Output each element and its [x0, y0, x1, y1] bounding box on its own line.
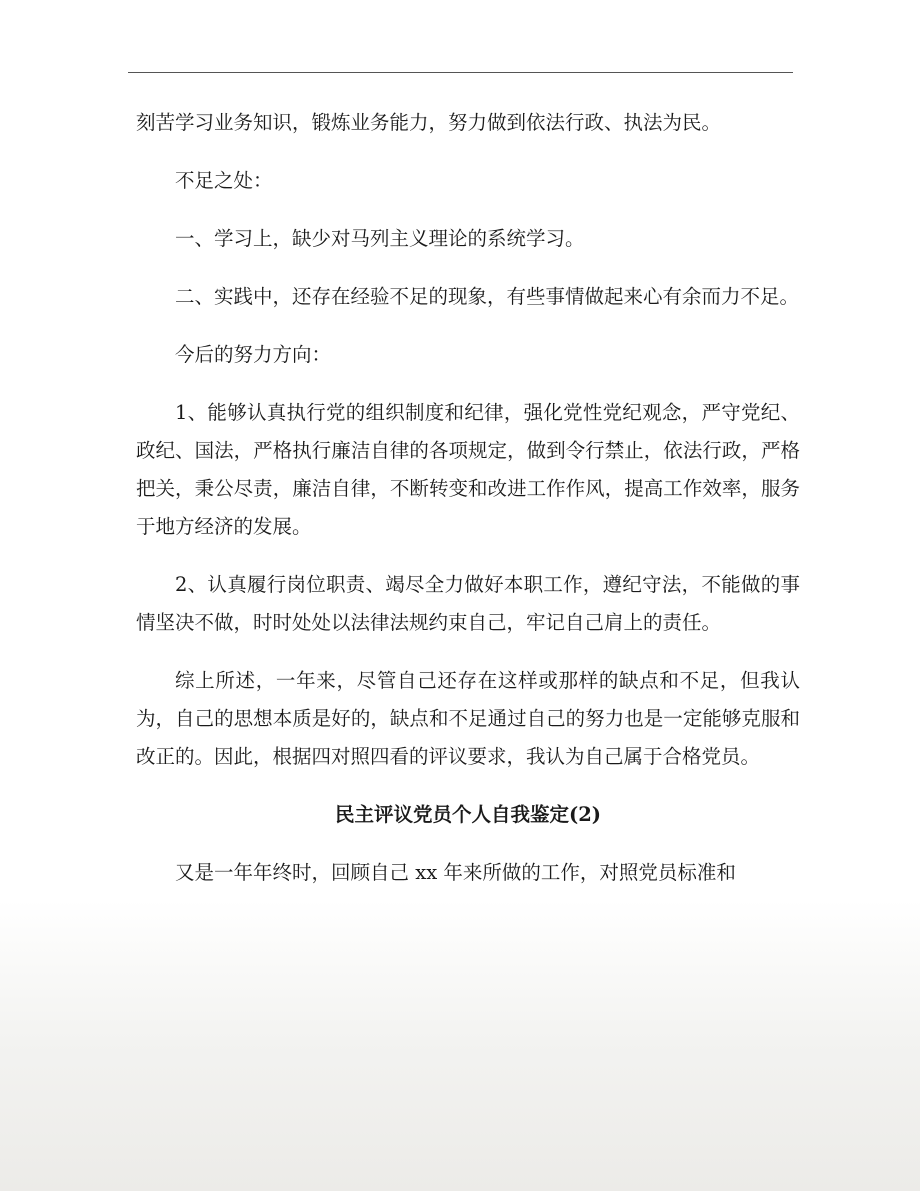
document-body: [136, 104, 800, 912]
paragraph: 一、学习上，缺少对马列主义理论的系统学习。: [175, 227, 585, 250]
paragraph: 二、实践中，还存在经验不足的现象，有些事情做起来心有余而力不足。: [175, 285, 800, 308]
section-title: 民主评议党员个人自我鉴定(2): [334, 803, 602, 826]
paragraph: 刻苦学习业务知识，锻炼业务能力，努力做到依法行政、执法为民。: [136, 111, 722, 134]
paragraph: 不足之处：: [175, 169, 273, 192]
paragraph: 1、能够认真执行党的组织制度和纪律，强化党性党纪观念，严守党纪、政纪、国法，严格执行廉洁自律的各项规定，做到令行禁止，依法行政，严格把关，秉公尽责，廉洁自律，不断转变和改进工作作风，提高工作效率，服务于地方经济的发展。: [136, 401, 800, 538]
paragraph: 综上所述，一年来，尽管自己还存在这样或那样的缺点和不足，但我认为，自己的思想本质是好的，缺点和不足通过自己的努力也是一定能够克服和改正的。因此，根据四对照四看的评议要求，我认为自己属于合格党员。: [136, 669, 800, 768]
paragraph: 今后的努力方向：: [175, 343, 332, 366]
paragraph: 2、认真履行岗位职责、竭尽全力做好本职工作，遵纪守法，不能做的事情坚决不做，时时处处以法律法规约束自己，牢记自己肩上的责任。: [136, 573, 800, 634]
header-rule: [128, 72, 793, 73]
paragraph: 又是一年年终时，回顾自己 xx 年来所做的工作，对照党员标准和: [175, 861, 736, 884]
